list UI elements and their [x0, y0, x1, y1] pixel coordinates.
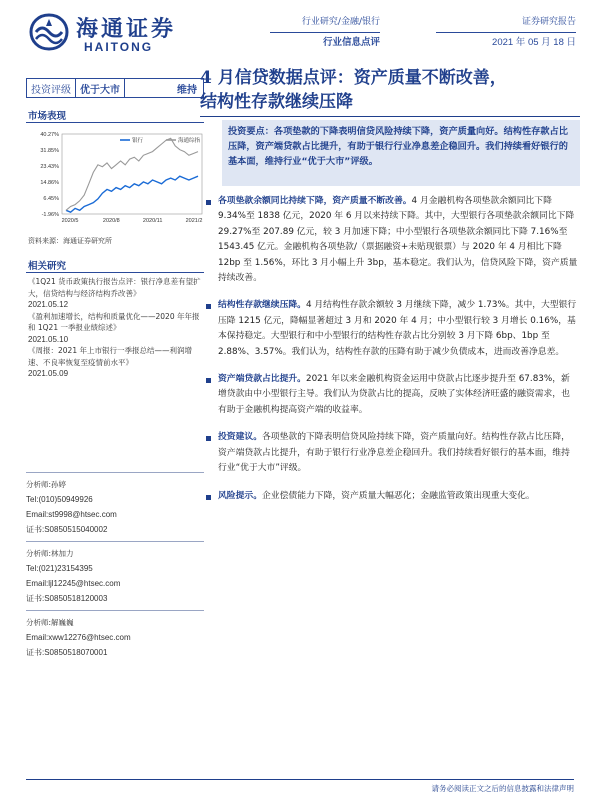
market-chart-svg: [26, 128, 206, 228]
analyst-list: [26, 472, 204, 664]
legend-label: 银行: [132, 138, 144, 144]
key-point-body: 各项垫款的下降表明信贷风险持续下降，资产质量向好。结构性存款占比压降，资产端贷款占比提升，有助于银行行业净息差企稳回升。我们持续看好银行的基本面，维持行业“优于大市”评级。: [218, 432, 570, 474]
related-item-title: 《1Q21 货币政策执行报告点评：银行净息差有望扩大，信贷结构与经济结构乔改善》: [28, 277, 201, 298]
haitong-logo: [28, 10, 208, 56]
y-tick-label: 6.45%: [43, 196, 59, 202]
key-points-list: [204, 194, 578, 516]
bullet-square-icon: [206, 304, 211, 309]
key-point-body: 4 月金融机构各项垫款余额同比下降 9.34%至 1838 亿元，2020 年 6 月以来持续下降。其中，大型银行各项垫款余额同比下降 29.27%至 207.89 亿元，较 3 月加速下降；中小型银行各项垫款余额同比下降 7.16%至 1543.45 亿元。金融机构各项垫款/（票据融资+未贴现银票）与 2020 年 4 月相比下降 12bp 至 1.56%，环比 3 月小幅上升 3bp，基本稳定。我们认为，信贷风险下降，资产质量持续改善。: [218, 196, 578, 284]
chart-frame: [62, 134, 202, 214]
rating-value: 优于大市: [76, 79, 125, 97]
header-category-block: [270, 14, 380, 51]
investment-summary: 投资要点：各项垫款的下降表明信贷风险持续下降，资产质量向好。结构性存款占比压降，资产端贷款占比提升，有助于银行行业净息差企稳回升。我们持续看好银行的基本面，维持行业“优于大市”评级。: [222, 120, 580, 186]
x-tick-label: 2020/11: [142, 218, 163, 224]
analyst-card: [26, 610, 204, 660]
report-category: 行业研究/金融/银行: [270, 14, 380, 33]
report-series: 证券研究报告: [436, 14, 576, 33]
related-item[interactable]: [28, 276, 204, 311]
bullet-square-icon: [206, 495, 211, 500]
market-performance-title: 市场表现: [28, 111, 67, 122]
report-date: 2021 年 05 月 18 日: [492, 37, 576, 48]
key-point-heading: 结构性存款继续压降。: [218, 300, 306, 311]
related-research-list: [28, 276, 204, 380]
divider: [26, 122, 204, 123]
analyst-email[interactable]: Email:xww12276@htsec.com: [26, 633, 131, 642]
analyst-cert: 证书:S0850515040002: [26, 525, 108, 534]
bullet-square-icon: [206, 378, 211, 383]
y-tick-label: 23.43%: [40, 164, 59, 170]
y-tick-label: -1.96%: [41, 212, 59, 218]
analyst-name: 分析师:解巍巍: [26, 618, 74, 627]
investment-rating: [26, 78, 204, 98]
y-tick-label: 14.86%: [40, 180, 59, 186]
analyst-tel: Tel:(010)50949926: [26, 495, 93, 504]
key-point-heading: 风险提示。: [218, 490, 262, 501]
y-tick-label: 31.85%: [40, 148, 59, 154]
analyst-email[interactable]: Email:st9998@htsec.com: [26, 510, 117, 519]
key-point: [204, 194, 578, 286]
analyst-name: 分析师:林加力: [26, 549, 74, 558]
key-point-body: 企业偿债能力下降，资产质量大幅恶化；金融监管政策出现重大变化。: [262, 490, 535, 501]
report-title-line-1: 4 月信贷数据点评：资产质量不断改善，: [200, 68, 507, 88]
related-item-date: 2021.05.09: [28, 369, 69, 378]
series-line-bank: [66, 176, 198, 212]
legend-label: 海通综指: [178, 138, 201, 144]
key-point-heading: 各项垫款余额同比持续下降，资产质量不断改善。: [218, 196, 412, 206]
rating-maintain: 维持: [177, 84, 197, 96]
series-line-haitong-index: [66, 138, 198, 210]
key-point: [204, 372, 578, 418]
related-research-title: 相关研究: [28, 261, 67, 272]
key-point: [204, 489, 578, 504]
bullet-square-icon: [206, 436, 211, 441]
report-title: [200, 66, 580, 114]
rating-label: 投资评级: [27, 79, 76, 97]
report-type: 行业信息点评: [322, 37, 380, 48]
analyst-cert: 证书:S0850518120003: [26, 594, 108, 603]
header-series-block: [436, 14, 576, 51]
x-tick-label: 2020/8: [102, 218, 120, 224]
analyst-cert: 证书:S0850518070001: [26, 648, 108, 657]
key-point-heading: 资产端贷款占比提升。: [218, 374, 306, 385]
related-item-date: 2021.05.10: [28, 334, 69, 344]
key-point: [204, 430, 578, 476]
key-point-body: 2021 年以来金融机构资金运用中贷款占比逐步提升至 67.83%，新增贷款由中小型银行主导。我们认为贷款占比的提高，反映了实体经济旺盛的融资需求，也有助于金融机构提高资产端的收益率。: [218, 374, 570, 415]
logo-english-name: HAITONG: [84, 40, 154, 54]
related-item[interactable]: [28, 311, 204, 346]
market-performance-chart: [26, 128, 206, 228]
divider: [26, 779, 574, 780]
report-title-line-2: 结构性存款继续压降: [200, 92, 353, 112]
x-tick-label: 2021/2: [185, 218, 203, 224]
y-tick-label: 40.27%: [40, 132, 59, 138]
bullet-square-icon: [206, 200, 211, 205]
footer-disclaimer: 请务必阅读正文之后的信息披露和法律声明: [431, 784, 574, 793]
analyst-email[interactable]: Email:ljl12245@htsec.com: [26, 579, 121, 588]
key-point: [204, 298, 578, 360]
logo-chinese-name: 海通证券: [76, 16, 177, 42]
chart-source: 资料来源：海通证券研究所: [28, 237, 112, 245]
related-item-title: 《盈利加速增长，结构和质量优化——2020 年年报和 1Q21 一季报业绩综述》: [28, 311, 200, 332]
analyst-card: [26, 472, 204, 537]
haitong-logo-mark-icon: [28, 12, 70, 52]
divider: [200, 116, 580, 117]
analyst-name: 分析师:孙婷: [26, 480, 67, 489]
divider: [26, 272, 204, 273]
x-tick-label: 2020/5: [61, 218, 79, 224]
analyst-card: [26, 541, 204, 606]
related-item-date: 2021.05.12: [28, 300, 69, 309]
analyst-tel: Tel:(021)23154395: [26, 564, 93, 573]
key-point-body: 4 月结构性存款余额较 3 月继续下降，减少 1.73%。其中，大型银行压降 1215 亿元，降幅显著超过 3 月和 2020 年 4 月；中小型银行较 3 月增长 0.16%，基本保持稳定。大型银行和中小型银行的结构性存款占比分别较 3 月下降 6bp、1bp 至 2.88%、3.57%。我们认为，结构性存款的压降有助于减少负债成本，进而改善净息差。: [218, 300, 577, 357]
related-item-title: 《周报：2021 年上市银行一季报总结——利润增速、不良率恢复至疫情前水平》: [28, 346, 192, 367]
key-point-heading: 投资建议。: [218, 432, 262, 443]
related-item[interactable]: [28, 345, 204, 380]
